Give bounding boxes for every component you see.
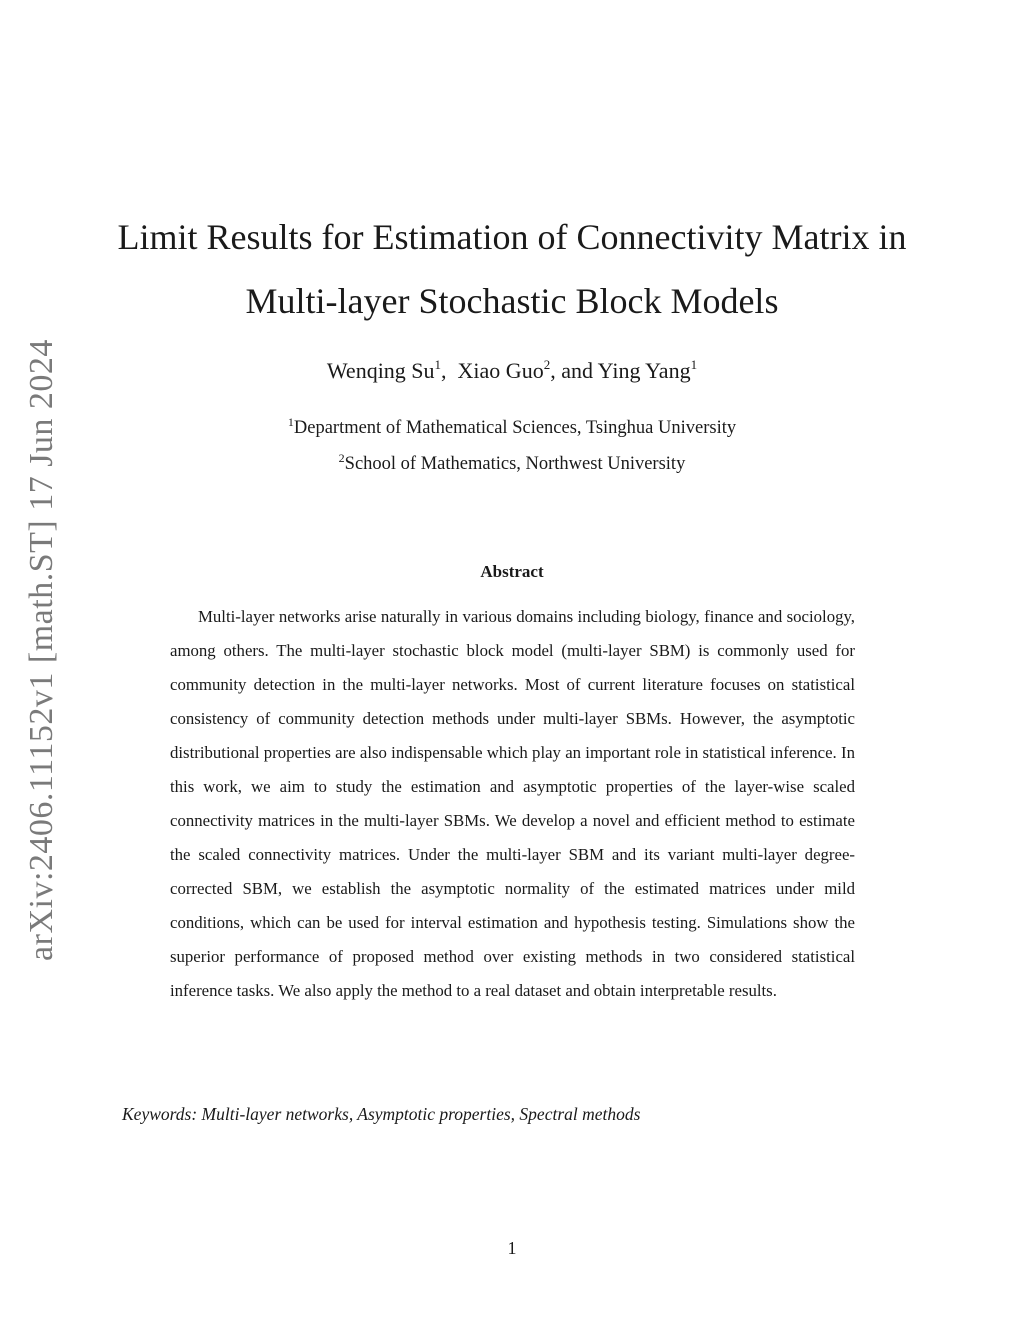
arxiv-identifier-text: arXiv:2406.11152v1 [math.ST] 17 Jun 2024 [23,339,60,961]
author-affiliation-mark: 1 [690,357,698,372]
affiliation-mark: 2 [338,451,345,465]
author-name: Xiao Guo [457,358,544,383]
author-affiliation-mark: 2 [543,357,551,372]
affiliation-1 [110,414,914,442]
paper-title [110,205,914,333]
author-name: Ying Yang [597,358,691,383]
author-separator: , [441,358,458,383]
paper-title-line-2: Multi-layer Stochastic Block Models [245,281,779,321]
author-separator: , and [550,358,598,383]
page-number: 1 [507,1238,517,1258]
abstract-heading: Abstract [480,562,544,581]
keywords-line: Keywords: Multi-layer networks, Asymptotic properties, Spectral methods [122,1104,641,1124]
author-affiliation-mark: 1 [434,357,442,372]
abstract-body: Multi-layer networks arise naturally in various domains including biology, finance and sociology, among others. The multi-layer stochastic block model (multi-layer SBM) is commonly used for community detection in the multi-layer networks. Most of current literature focuses on statistical consistency of community detection methods under multi-layer SBMs. However, the asymptotic distributional properties are also indispensable which play an important role in statistical inference. In this work, we aim to study the estimation and asymptotic properties of the layer-wise scaled connectivity matrices in the multi-layer SBMs. We develop a novel and efficient method to estimate the scaled connectivity matrices. Under the multi-layer SBM and its variant multi-layer degree-corrected SBM, we establish the asymptotic normality of the estimated matrices under mild conditions, which can be used for interval estimation and hypothesis testing. Simulations show the superior performance of proposed method over existing methods in two considered statistical inference tasks. We also apply the method to a real dataset and obtain interpretable results. [170,607,855,1000]
author-list [110,353,914,389]
paper-title-line-1: Limit Results for Estimation of Connectivity Matrix in [117,217,907,257]
affiliation-2 [110,450,914,478]
affiliation-text: School of Mathematics, Northwest University [344,454,686,474]
affiliation-mark: 1 [287,415,294,429]
author-name: Wenqing Su [326,358,435,383]
arxiv-identifier-stamp [20,340,64,960]
affiliation-text: Department of Mathematical Sciences, Tsinghua University [293,418,737,438]
